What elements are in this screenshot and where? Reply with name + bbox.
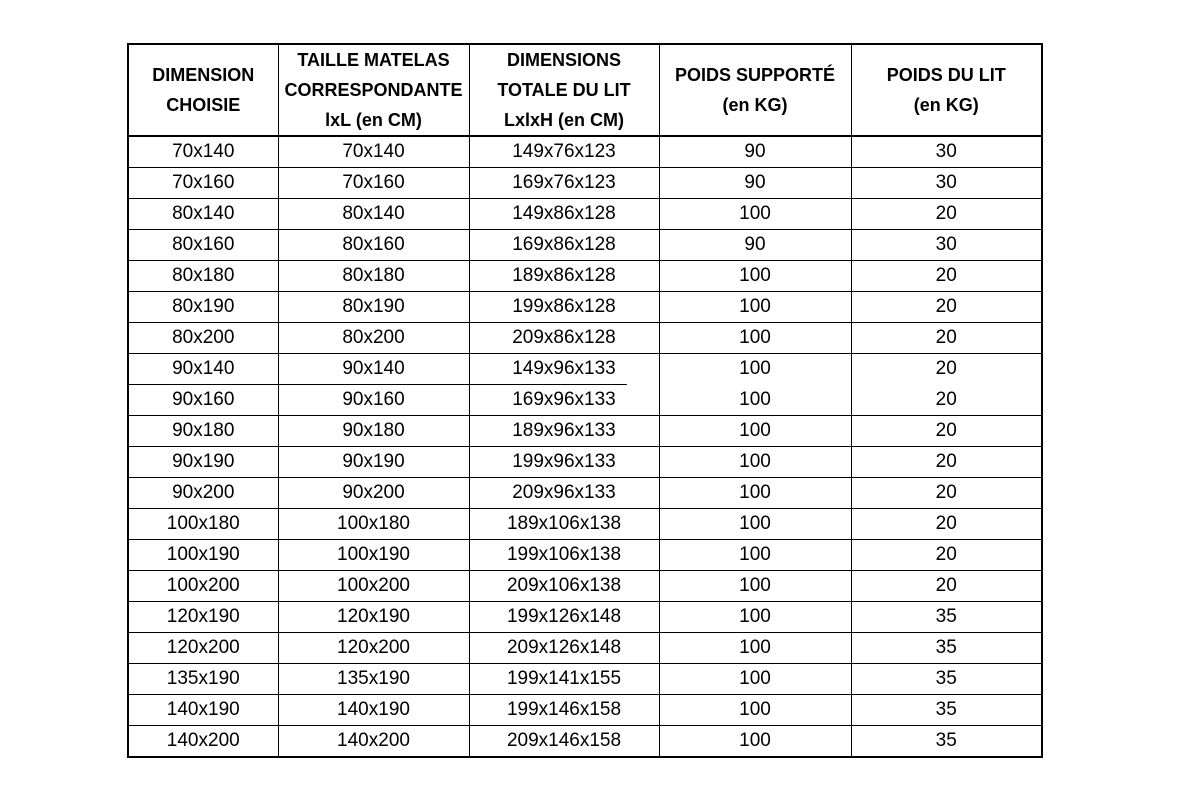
cell-taille-matelas: 80x180 [278, 261, 469, 292]
table-row [128, 602, 1042, 633]
header-poids-du-lit [851, 44, 1042, 136]
cell-poids-supporte: 100 [659, 478, 851, 509]
header-line: POIDS DU LIT [886, 65, 1006, 85]
cell-dimension-choisie: 90x140 [128, 354, 278, 385]
cell-taille-matelas: 100x200 [278, 571, 469, 602]
cell-poids-du-lit: 20 [851, 509, 1042, 540]
table-row [128, 447, 1042, 478]
cell-dimension-choisie: 90x160 [128, 385, 278, 416]
table-row [128, 416, 1042, 447]
table-row [128, 726, 1042, 758]
cell-dimension-choisie: 140x200 [128, 726, 278, 758]
cell-poids-du-lit: 20 [851, 447, 1042, 478]
cell-dimensions-totale: 199x146x158 [469, 695, 659, 726]
cell-taille-matelas: 90x180 [278, 416, 469, 447]
table-row [128, 323, 1042, 354]
cell-dimension-choisie: 90x180 [128, 416, 278, 447]
header-poids-supporte [659, 44, 851, 136]
cell-dimension-choisie: 80x160 [128, 230, 278, 261]
cell-dimensions-totale: 189x106x138 [469, 509, 659, 540]
cell-dimension-choisie: 70x160 [128, 168, 278, 199]
header-line: CORRESPONDANTE [284, 80, 463, 100]
cell-poids-supporte: 100 [659, 664, 851, 695]
cell-poids-supporte: 100 [659, 633, 851, 664]
cell-taille-matelas: 80x190 [278, 292, 469, 323]
cell-poids-supporte: 100 [659, 292, 851, 323]
cell-poids-du-lit: 35 [851, 695, 1042, 726]
table-row [128, 354, 1042, 385]
cell-poids-du-lit: 30 [851, 230, 1042, 261]
cell-taille-matelas: 70x160 [278, 168, 469, 199]
cell-poids-supporte: 100 [659, 571, 851, 602]
cell-dimensions-totale: 189x86x128 [469, 261, 659, 292]
cell-dimensions-totale: 189x96x133 [469, 416, 659, 447]
cell-poids-supporte: 100 [659, 509, 851, 540]
cell-dimensions-totale: 149x96x133 [469, 354, 659, 385]
cell-dimensions-totale: 199x141x155 [469, 664, 659, 695]
cell-dimensions-totale: 209x96x133 [469, 478, 659, 509]
cell-dimensions-totale: 169x76x123 [469, 168, 659, 199]
table-row [128, 230, 1042, 261]
cell-poids-supporte: 100 [659, 695, 851, 726]
cell-poids-supporte: 100 [659, 199, 851, 230]
cell-poids-supporte: 100 [659, 447, 851, 478]
cell-poids-du-lit: 20 [851, 261, 1042, 292]
cell-poids-supporte: 90 [659, 136, 851, 168]
cell-poids-du-lit: 20 [851, 416, 1042, 447]
header-row [128, 44, 1042, 136]
cell-dimensions-totale: 199x96x133 [469, 447, 659, 478]
cell-dimension-choisie: 120x200 [128, 633, 278, 664]
header-line: (en KG) [913, 95, 979, 115]
cell-dimension-choisie: 140x190 [128, 695, 278, 726]
table-row [128, 385, 1042, 416]
cell-poids-du-lit: 30 [851, 168, 1042, 199]
cell-taille-matelas: 135x190 [278, 664, 469, 695]
cell-poids-du-lit: 20 [851, 199, 1042, 230]
table-row [128, 478, 1042, 509]
cell-poids-du-lit: 20 [851, 354, 1042, 385]
table-row [128, 168, 1042, 199]
cell-poids-du-lit: 35 [851, 633, 1042, 664]
cell-poids-du-lit: 20 [851, 323, 1042, 354]
table-body [128, 136, 1042, 757]
cell-dimension-choisie: 100x200 [128, 571, 278, 602]
cell-poids-supporte: 100 [659, 602, 851, 633]
header-line: DIMENSION [152, 65, 255, 85]
cell-poids-supporte: 100 [659, 540, 851, 571]
header-line: CHOISIE [166, 95, 241, 115]
cell-dimension-choisie: 80x140 [128, 199, 278, 230]
cell-dimensions-totale: 169x96x133 [469, 385, 659, 416]
cell-taille-matelas: 140x190 [278, 695, 469, 726]
cell-dimension-choisie: 70x140 [128, 136, 278, 168]
cell-taille-matelas: 120x190 [278, 602, 469, 633]
cell-dimension-choisie: 90x190 [128, 447, 278, 478]
table-row [128, 509, 1042, 540]
cell-dimension-choisie: 100x180 [128, 509, 278, 540]
cell-poids-supporte: 100 [659, 416, 851, 447]
cell-dimension-choisie: 135x190 [128, 664, 278, 695]
cell-poids-supporte: 100 [659, 354, 851, 385]
cell-poids-du-lit: 20 [851, 292, 1042, 323]
cell-taille-matelas: 120x200 [278, 633, 469, 664]
cell-taille-matelas: 70x140 [278, 136, 469, 168]
header-dimension-choisie [128, 44, 278, 136]
cell-taille-matelas: 90x160 [278, 385, 469, 416]
cell-dimensions-totale: 199x106x138 [469, 540, 659, 571]
cell-dimension-choisie: 100x190 [128, 540, 278, 571]
cell-dimensions-totale: 149x86x128 [469, 199, 659, 230]
cell-poids-du-lit: 20 [851, 540, 1042, 571]
cell-dimensions-totale: 209x106x138 [469, 571, 659, 602]
cell-poids-du-lit: 30 [851, 136, 1042, 168]
cell-poids-supporte: 100 [659, 385, 851, 416]
table-row [128, 292, 1042, 323]
cell-taille-matelas: 90x200 [278, 478, 469, 509]
table-row [128, 261, 1042, 292]
cell-poids-supporte: 100 [659, 323, 851, 354]
cell-poids-du-lit: 20 [851, 478, 1042, 509]
cell-taille-matelas: 100x180 [278, 509, 469, 540]
cell-dimensions-totale: 149x76x123 [469, 136, 659, 168]
cell-taille-matelas: 140x200 [278, 726, 469, 758]
cell-dimension-choisie: 120x190 [128, 602, 278, 633]
table-row [128, 571, 1042, 602]
header-line: DIMENSIONS [506, 50, 621, 70]
cell-taille-matelas: 90x190 [278, 447, 469, 478]
header-line: TAILLE MATELAS [297, 50, 450, 70]
cell-taille-matelas: 80x140 [278, 199, 469, 230]
cell-taille-matelas: 80x160 [278, 230, 469, 261]
cell-poids-supporte: 90 [659, 230, 851, 261]
cell-dimensions-totale: 209x86x128 [469, 323, 659, 354]
header-taille-matelas [278, 44, 469, 136]
cell-poids-du-lit: 20 [851, 385, 1042, 416]
header-line: (en KG) [722, 95, 788, 115]
cell-dimension-choisie: 90x200 [128, 478, 278, 509]
cell-dimensions-totale: 209x126x148 [469, 633, 659, 664]
cell-taille-matelas: 100x190 [278, 540, 469, 571]
table-row [128, 199, 1042, 230]
table-row [128, 664, 1042, 695]
cell-poids-du-lit: 35 [851, 664, 1042, 695]
header-line: lxL (en CM) [325, 110, 422, 130]
cell-dimensions-totale: 169x86x128 [469, 230, 659, 261]
cell-poids-du-lit: 20 [851, 571, 1042, 602]
cell-dimensions-totale: 209x146x158 [469, 726, 659, 758]
header-line: LxlxH (en CM) [503, 110, 624, 130]
cell-dimension-choisie: 80x190 [128, 292, 278, 323]
table-row [128, 633, 1042, 664]
cell-taille-matelas: 90x140 [278, 354, 469, 385]
cell-dimensions-totale: 199x126x148 [469, 602, 659, 633]
cell-poids-supporte: 100 [659, 261, 851, 292]
header-line: TOTALE DU LIT [497, 80, 631, 100]
cell-dimension-choisie: 80x200 [128, 323, 278, 354]
header-dimensions-totale [469, 44, 659, 136]
cell-dimension-choisie: 80x180 [128, 261, 278, 292]
bed-dimensions-table [127, 43, 1043, 758]
table-row [128, 136, 1042, 168]
cell-dimensions-totale: 199x86x128 [469, 292, 659, 323]
cell-taille-matelas: 80x200 [278, 323, 469, 354]
cell-poids-du-lit: 35 [851, 726, 1042, 758]
cell-poids-supporte: 100 [659, 726, 851, 758]
cell-poids-du-lit: 35 [851, 602, 1042, 633]
table-row [128, 540, 1042, 571]
header-line: POIDS SUPPORTÉ [674, 65, 836, 85]
table-row [128, 695, 1042, 726]
cell-poids-supporte: 90 [659, 168, 851, 199]
